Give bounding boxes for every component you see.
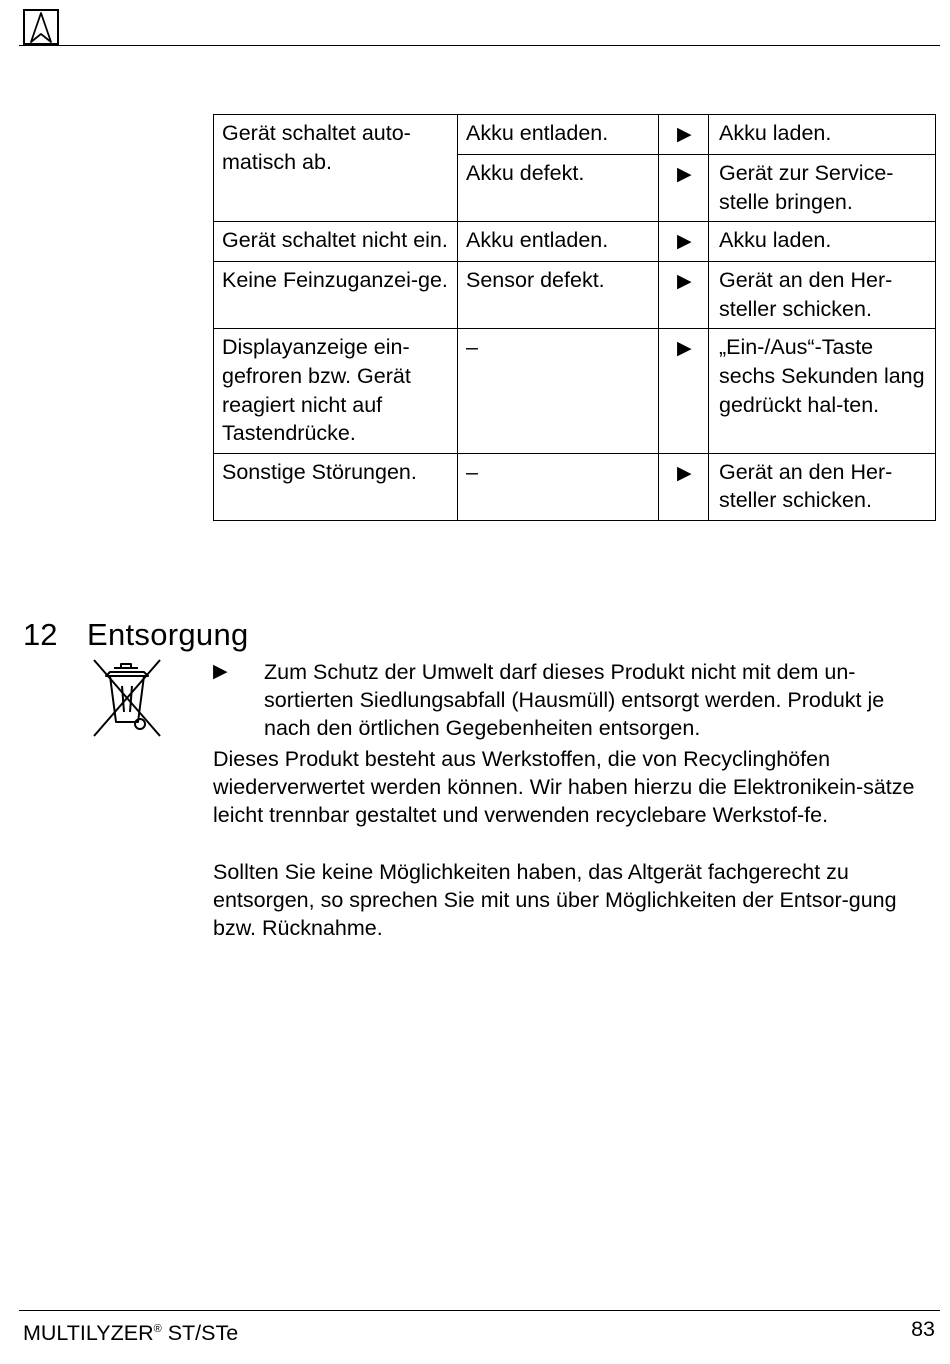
arrow-right-icon: ▶ xyxy=(677,271,692,293)
arrow-right-icon: ▶ xyxy=(677,164,692,185)
product-name: MULTILYZER xyxy=(23,1321,154,1345)
product-model: ST/STe xyxy=(161,1321,239,1345)
problem-cell: Sonstige Störungen. xyxy=(214,453,458,520)
cause-cell: Akku entladen. xyxy=(458,222,659,262)
cause-cell: – xyxy=(458,453,659,520)
paragraph: Dieses Produkt besteht aus Werkstoffen, die von Recyclinghöfen wiederverwertet werden können. Wir haben hierzu die Elektronikein-sätze leicht trennbar gestaltet und verwenden recyclebare Werkstof-fe. xyxy=(213,747,915,827)
arrow-right-icon: ▶ xyxy=(677,338,692,360)
arrow-right-icon: ▶ xyxy=(213,661,228,682)
remedy-cell: Gerät zur Service-stelle bringen. xyxy=(709,155,936,222)
table-row xyxy=(214,262,936,329)
troubleshooting-table xyxy=(213,114,936,521)
table-row xyxy=(214,222,936,262)
section-title: Entsorgung xyxy=(87,617,249,652)
registered-mark: ® xyxy=(153,1323,162,1335)
problem-cell: Gerät schaltet nicht ein. xyxy=(214,222,458,262)
problem-cell: Displayanzeige ein-gefroren bzw. Gerät reagiert nicht auf Tastendrücke. xyxy=(214,329,458,453)
table-row xyxy=(214,453,936,520)
remedy-cell: Akku laden. xyxy=(709,115,936,155)
table-row xyxy=(214,329,936,453)
page-number: 83 xyxy=(911,1317,935,1341)
problem-cell: Gerät schaltet auto-matisch ab. xyxy=(214,115,458,222)
header-rule xyxy=(19,45,940,46)
triangle-arrow-logo-icon xyxy=(23,9,59,45)
disposal-instruction xyxy=(213,658,928,742)
table-row xyxy=(214,115,936,155)
footer-product-name xyxy=(23,1315,238,1347)
arrow-right-icon: ▶ xyxy=(677,124,692,145)
footer-rule xyxy=(19,1310,940,1311)
crossed-out-wheelie-bin-icon xyxy=(88,656,166,740)
instruction-text: Zum Schutz der Umwelt darf dieses Produkt nicht mit dem un-sortierten Siedlungsabfall (Hausmüll) entsorgt werden. Produkt je nach den örtlichen Gegebenheiten entsorgen. xyxy=(264,660,885,740)
remedy-cell: Akku laden. xyxy=(709,222,936,262)
cause-cell: Sensor defekt. xyxy=(458,262,659,329)
cause-cell: Akku defekt. xyxy=(458,155,659,222)
cause-cell: – xyxy=(458,329,659,453)
section-number: 12 xyxy=(23,617,58,652)
cause-cell: Akku entladen. xyxy=(458,115,659,155)
remedy-cell: Gerät an den Her-steller schicken. xyxy=(709,453,936,520)
problem-cell: Keine Feinzuganzei-ge. xyxy=(214,262,458,329)
arrow-right-icon: ▶ xyxy=(677,462,692,484)
arrow-right-icon: ▶ xyxy=(677,231,692,253)
remedy-cell: „Ein-/Aus“-Taste sechs Sekunden lang gedrückt hal-ten. xyxy=(709,329,936,453)
remedy-cell: Gerät an den Her-steller schicken. xyxy=(709,262,936,329)
paragraph: Sollten Sie keine Möglichkeiten haben, das Altgerät fachgerecht zu entsorgen, so sprechen Sie mit uns über Möglichkeiten der Entsor-gung bzw. Rücknahme. xyxy=(213,860,897,940)
